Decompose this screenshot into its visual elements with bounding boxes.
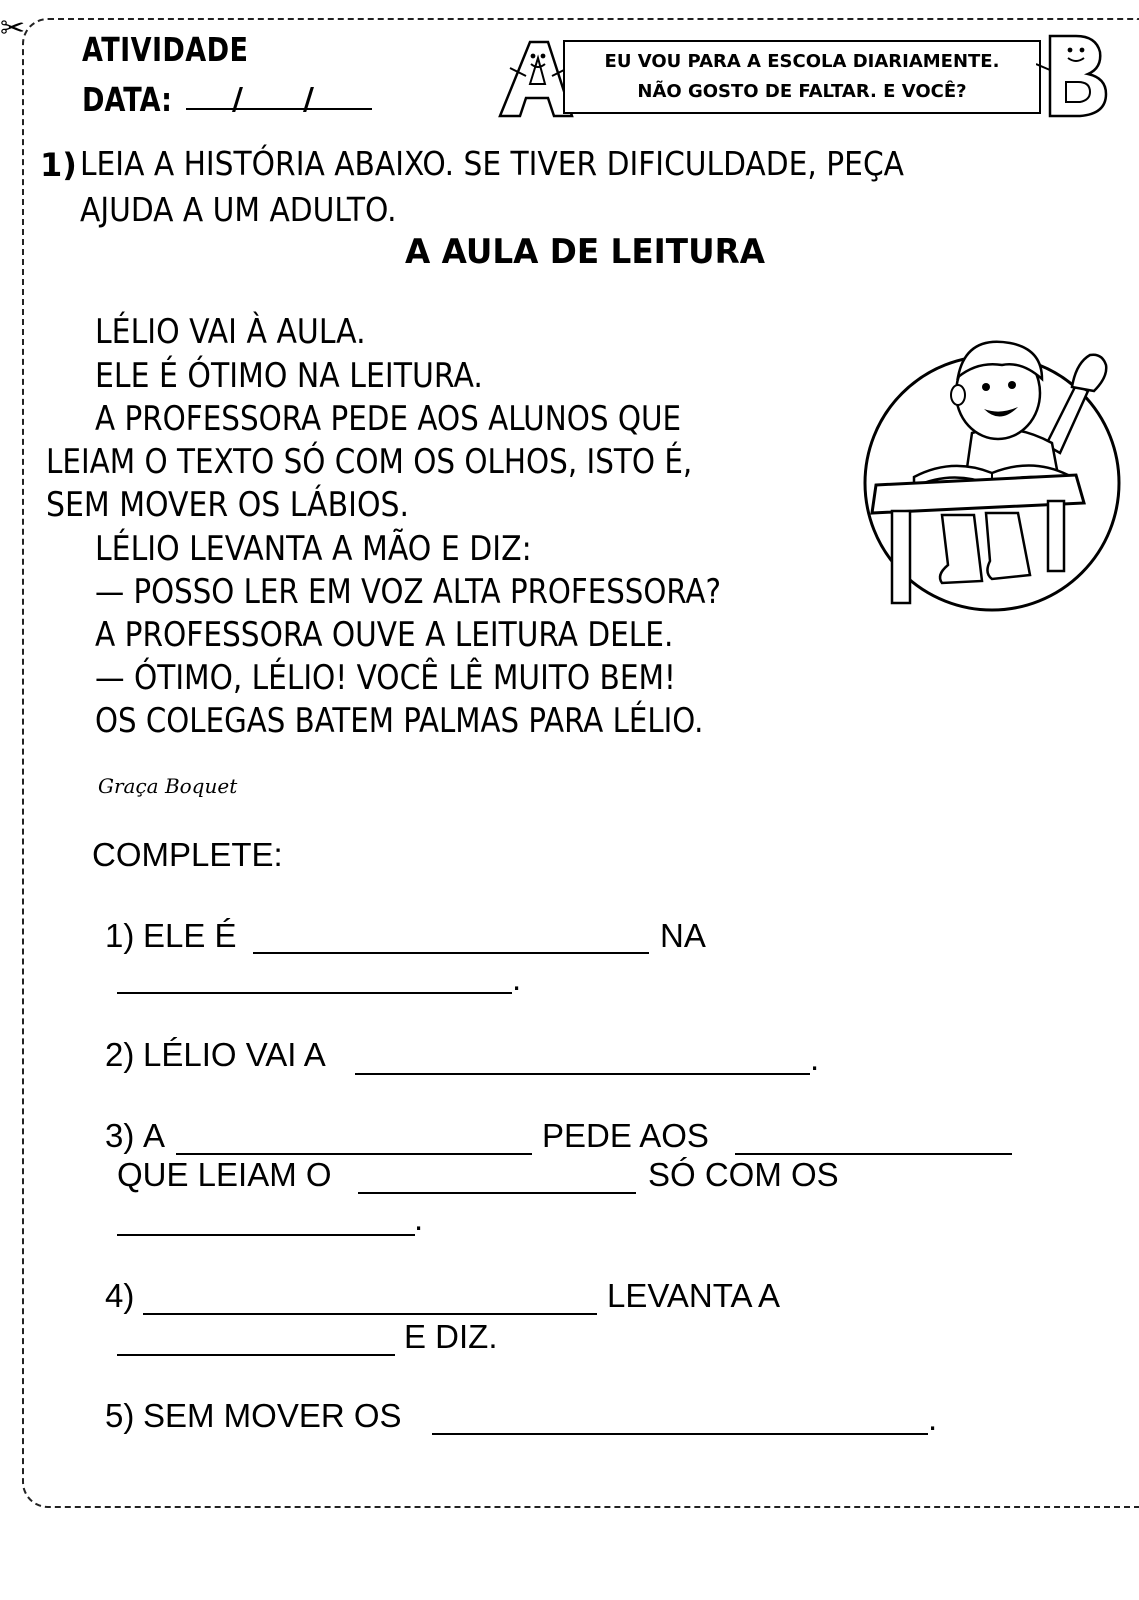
story-line: A PROFESSORA OUVE A LEITURA DELE. xyxy=(95,615,674,655)
q5-blank-1[interactable] xyxy=(432,1433,928,1435)
q5-text-a: SEM MOVER OS xyxy=(143,1397,402,1434)
q3-blank-4[interactable] xyxy=(117,1234,415,1236)
q1-end: . xyxy=(512,960,522,997)
story-line: ELE É ÓTIMO NA LEITURA. xyxy=(95,356,483,396)
q2-text-a: LÉLIO VAI A xyxy=(143,1036,326,1073)
q3-number: 3) xyxy=(105,1117,135,1154)
q2-end: . xyxy=(810,1040,820,1077)
q4-text-b: E DIZ. xyxy=(404,1318,498,1355)
story-line: LEIAM O TEXTO SÓ COM OS OLHOS, ISTO É, xyxy=(46,442,693,482)
q4-blank-1[interactable] xyxy=(143,1313,597,1315)
date-slash-2: / xyxy=(303,82,314,117)
q1-text-a: ELE É xyxy=(143,917,237,954)
q3-blank-2[interactable] xyxy=(735,1153,1012,1155)
boy-raising-hand-at-desk-icon xyxy=(862,325,1124,620)
q2-blank-1[interactable] xyxy=(355,1073,810,1075)
date-label: DATA: xyxy=(82,80,172,119)
q4-blank-2[interactable] xyxy=(117,1354,395,1356)
q3-text-b: PEDE AOS xyxy=(542,1117,709,1154)
q3-text-c: QUE LEIAM O xyxy=(117,1156,332,1193)
q3-text-a: A xyxy=(143,1117,166,1154)
story-line: LÉLIO LEVANTA A MÃO E DIZ: xyxy=(95,529,532,569)
motivational-banner xyxy=(563,40,1041,114)
q1-blank-2[interactable] xyxy=(117,992,512,994)
q1-number: 1) xyxy=(105,917,135,954)
scissors-icon: ✂ xyxy=(0,11,26,46)
q5-end: . xyxy=(928,1400,938,1437)
q3-blank-3[interactable] xyxy=(358,1192,636,1194)
story-title: A AULA DE LEITURA xyxy=(405,232,765,272)
activity-title: ATIVIDADE xyxy=(82,30,249,69)
story-author: Graça Boquet xyxy=(98,774,238,798)
instruction-number: 1) xyxy=(40,146,77,184)
story-line: OS COLEGAS BATEM PALMAS PARA LÉLIO. xyxy=(95,701,704,741)
letter-b-mascot-icon xyxy=(1036,30,1116,120)
q3-end: . xyxy=(414,1200,424,1237)
story-line: LÉLIO VAI À AULA. xyxy=(95,312,366,352)
q3-blank-1[interactable] xyxy=(176,1153,532,1155)
instruction-line-2: AJUDA A UM ADULTO. xyxy=(80,190,397,229)
q4-number: 4) xyxy=(105,1277,135,1314)
banner-line-1: EU VOU PARA A ESCOLA DIARIAMENTE. xyxy=(604,51,1000,72)
q4-text-a: LEVANTA A xyxy=(607,1277,781,1314)
date-blank-line[interactable] xyxy=(186,108,372,110)
q2-number: 2) xyxy=(105,1036,135,1073)
q3-text-d: SÓ COM OS xyxy=(648,1156,839,1193)
story-line: A PROFESSORA PEDE AOS ALUNOS QUE xyxy=(95,399,682,439)
story-line: — POSSO LER EM VOZ ALTA PROFESSORA? xyxy=(95,572,722,612)
q5-number: 5) xyxy=(105,1397,135,1434)
instruction-line-1: LEIA A HISTÓRIA ABAIXO. SE TIVER DIFICULDADE, PEÇA xyxy=(80,144,905,183)
q1-text-b: NA xyxy=(660,917,706,954)
story-line: SEM MOVER OS LÁBIOS. xyxy=(46,485,410,525)
exercise-heading: COMPLETE: xyxy=(92,836,283,873)
story-line: — ÓTIMO, LÉLIO! VOCÊ LÊ MUITO BEM! xyxy=(95,658,676,698)
banner-line-2: NÃO GOSTO DE FALTAR. E VOCÊ? xyxy=(637,81,967,102)
date-slash-1: / xyxy=(232,82,243,117)
q1-blank-1[interactable] xyxy=(253,952,649,954)
